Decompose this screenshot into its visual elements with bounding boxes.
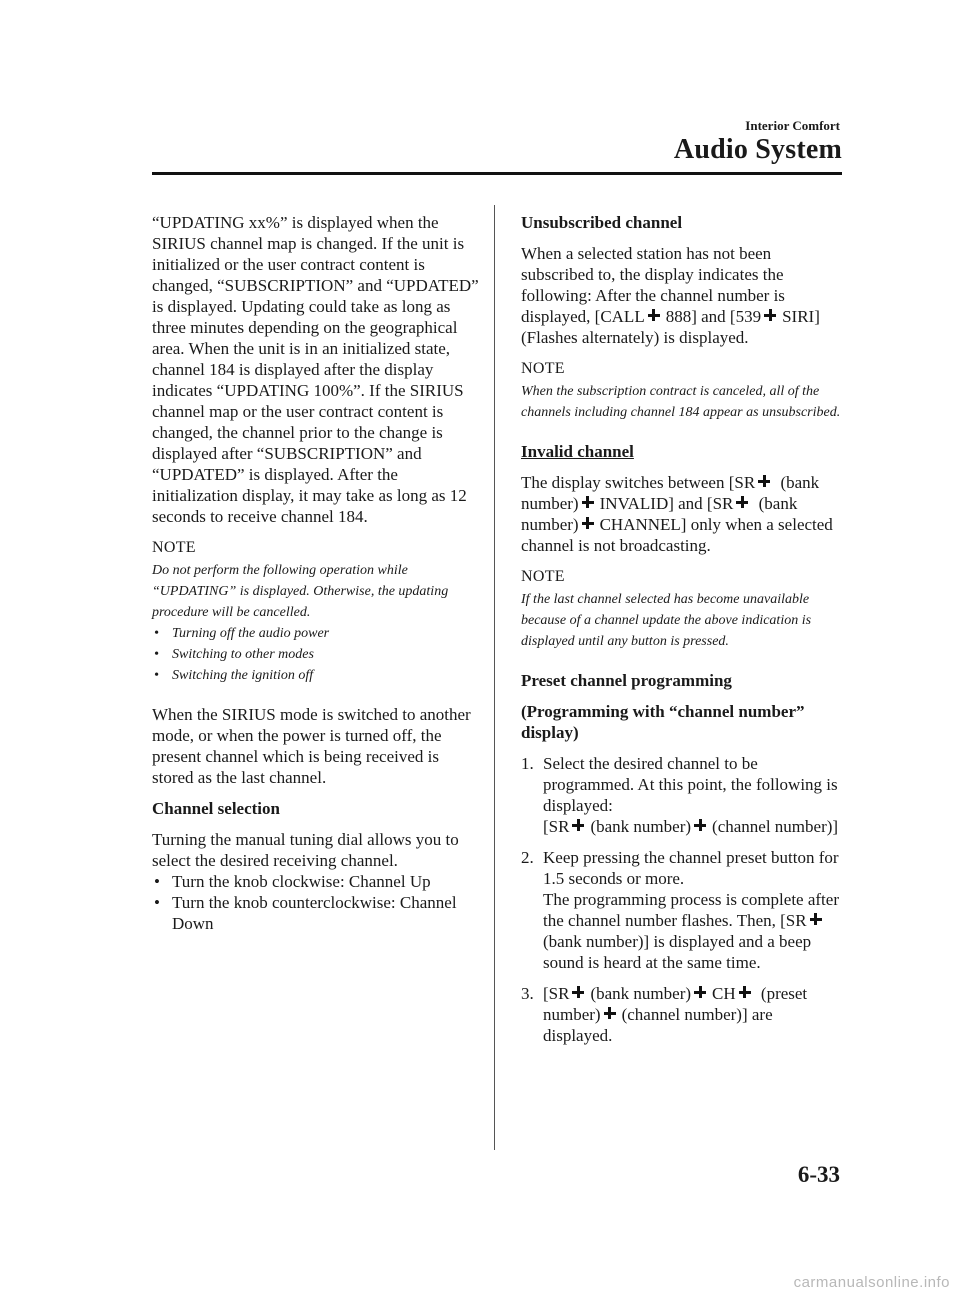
text-run: The programming process is complete after the channel number flashes. Then, [SR [543, 890, 839, 930]
note-bullet-list [152, 623, 482, 686]
plus-icon [736, 496, 748, 508]
heading-invalid-channel: Invalid channel [521, 442, 634, 461]
plus-icon [764, 309, 776, 321]
plus-icon [739, 986, 751, 998]
text-run: (channel number)] are displayed. [543, 1005, 773, 1045]
text-run: The display switches between [SR [521, 473, 756, 492]
list-item: • Switching the ignition off [152, 665, 482, 686]
step-number: 3. [521, 984, 534, 1003]
step-text [543, 753, 843, 837]
note-text: Do not perform the following operation while “UPDATING” is displayed. Otherwise, the updating procedure will be cancelled. [152, 563, 449, 620]
text-run: CHANNEL] only when a selected channel is not broadcasting. [521, 515, 833, 555]
mode-switch-paragraph: When the SIRIUS mode is switched to another mode, or when the power is turned off, the present channel which is being received is stored as the last channel. [152, 705, 471, 787]
plus-icon [810, 913, 822, 925]
heading-preset-subtitle: (Programming with “channel number” display) [521, 702, 805, 742]
note-label: NOTE [521, 568, 565, 585]
plus-icon [572, 986, 584, 998]
list-item [521, 847, 843, 973]
note-label: NOTE [152, 539, 196, 556]
text-run: INVALID] and [SR [599, 494, 734, 513]
plus-icon [758, 475, 770, 487]
note-label: NOTE [521, 360, 565, 377]
plus-icon [572, 819, 584, 831]
invalid-paragraph [521, 472, 843, 556]
text-run: Keep pressing the channel preset button for 1.5 seconds or more. [543, 848, 839, 888]
heading-channel-selection: Channel selection [152, 799, 280, 818]
list-item: • Turn the knob clockwise: Channel Up [152, 871, 482, 892]
step-text [543, 983, 843, 1046]
step-number: 2. [521, 848, 534, 867]
plus-icon [648, 309, 660, 321]
updating-paragraph: “UPDATING xx%” is displayed when the SIRIUS channel map is changed. If the unit is initialized or the user contract content is changed, “SUBSCRIPTION” and “UPDATED” is displayed. Updating could take as long as three minutes depending on the geographical area. When the unit is in an initialized state, channel 184 is displayed after the display indicates “UPDATING 100%”. If the SIRIUS channel map or the user contract content is changed, the channel prior to the change is displayed after “SUBSCRIPTION” and “UPDATED” is displayed. After the initialization display, it may take as long as 12 seconds to receive channel 184. [152, 213, 479, 526]
tuning-paragraph: Turning the manual tuning dial allows you to select the desired receiving channel. [152, 830, 459, 870]
list-item: • Turning off the audio power [152, 623, 482, 644]
column-divider [494, 205, 495, 1150]
step-number: 1. [521, 754, 534, 773]
note-text: When the subscription contract is canceled, all of the channels including channel 184 appear as unsubscribed. [521, 384, 841, 420]
text-run: 888] and [539 [665, 307, 762, 326]
text-run: (bank number)] is displayed and a beep sound is heard at the same time. [543, 932, 812, 972]
text-run: (bank number) [521, 494, 798, 534]
plus-icon [582, 496, 594, 508]
header-rule [152, 172, 842, 175]
text-run: Select the desired channel to be programmed. At this point, the following is displayed: [543, 754, 838, 815]
text-run: (bank number) [590, 817, 692, 836]
text-run: [SR [543, 984, 570, 1003]
text-run: (preset number) [543, 984, 808, 1024]
footer-watermark[interactable]: carmanualsonline.info [793, 1274, 950, 1291]
heading-unsubscribed: Unsubscribed channel [521, 213, 683, 232]
text-run: (bank number) [521, 473, 820, 513]
text-run: (channel number)] [712, 817, 839, 836]
text-run: (bank number) [590, 984, 692, 1003]
text-run: CH [712, 984, 736, 1003]
list-item: • Switching to other modes [152, 644, 482, 665]
left-column [152, 212, 482, 934]
plus-icon [694, 819, 706, 831]
heading-preset-programming: Preset channel programming [521, 671, 732, 690]
list-item [521, 983, 843, 1046]
right-column [521, 212, 843, 1056]
text-run: After the channel number is displayed, [CALL [521, 286, 785, 326]
step-text [543, 847, 843, 973]
text-run: SIRI] (Flashes alternately) is displayed. [521, 307, 820, 347]
note-text: If the last channel selected has become unavailable because of a channel update the above indication is displayed until any button is pressed. [521, 592, 812, 649]
section-label: Interior Comfort [745, 118, 840, 133]
page-title: Audio System [673, 134, 842, 165]
plus-icon [694, 986, 706, 998]
list-item: • Turn the knob counterclockwise: Channel Down [152, 892, 482, 934]
list-item [521, 753, 843, 837]
plus-icon [604, 1007, 616, 1019]
tuning-bullet-list [152, 871, 482, 934]
text-run: When a selected station has not been subscribed to, the display indicates the following: [521, 244, 784, 305]
unsubscribed-paragraph [521, 243, 843, 348]
plus-icon [582, 517, 594, 529]
text-run: [SR [543, 817, 570, 836]
page-number: 6-33 [797, 1162, 840, 1187]
